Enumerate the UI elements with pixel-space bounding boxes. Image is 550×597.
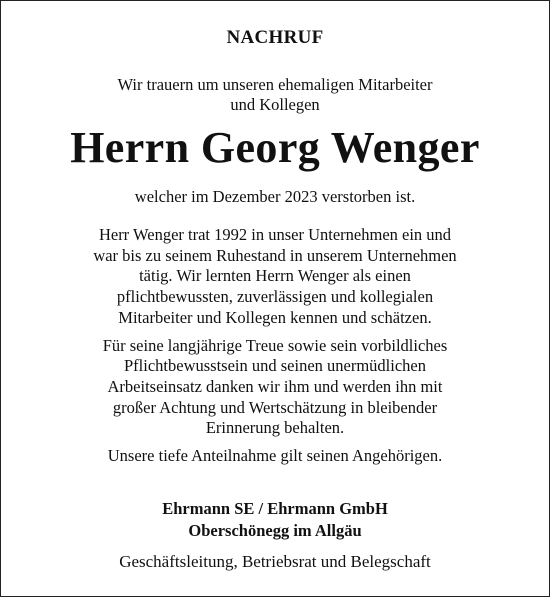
text-line: Für seine langjährige Treue sowie sein vorbildliches [102,335,448,355]
intro-line: Wir trauern um unseren ehemaligen Mitarbeiter [117,75,433,94]
condolence-paragraph [35,446,515,467]
text-line: Mitarbeiter und Kollegen kennen und schätzen. [118,307,432,327]
sender-block [1,498,549,573]
tribute-paragraph [35,225,515,329]
text-line: tätig. Wir lernten Herrn Wenger als einen [139,266,411,286]
text-line: Pflichtbewusstsein und seinen unermüdlichen [124,356,426,376]
text-line: Herr Wenger trat 1992 in unser Unternehmen ein und [98,225,452,244]
staff-signature: Geschäftsleitung, Betriebsrat und Belegschaft [119,552,431,571]
tribute-text [35,225,515,474]
intro-line: und Kollegen [230,95,320,114]
company-location: Oberschönegg im Allgäu [188,521,362,540]
company-name: Ehrmann SE / Ehrmann GmbH [162,499,388,518]
text-line: Erinnerung behalten. [205,418,345,438]
intro-text [1,75,549,115]
text-line: Arbeitseinsatz danken wir ihm und werden ihn mit [107,376,443,396]
text-line: pflichtbewussten, zuverlässigen und kollegialen [116,287,434,307]
text-line: war bis zu seinem Ruhestand in unserem Unternehmen [93,245,457,265]
text-line: Unsere tiefe Anteilnahme gilt seinen Angehörigen. [107,446,443,466]
death-line: welcher im Dezember 2023 verstorben ist. [134,187,416,206]
text-line: großer Achtung und Wertschätzung in bleibender [112,397,438,417]
deceased-name: Herrn Georg Wenger [70,123,480,172]
notice-heading: NACHRUF [226,27,324,48]
tribute-paragraph [35,336,515,440]
